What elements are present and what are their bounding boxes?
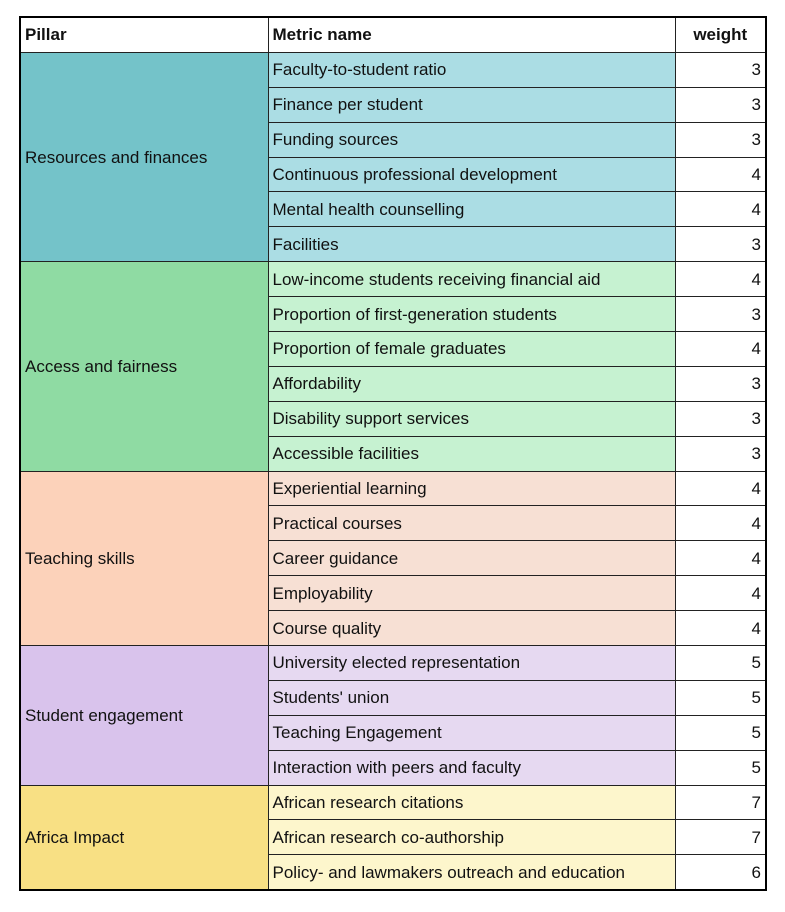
weight-cell: 5: [675, 646, 766, 681]
weight-cell: 4: [675, 576, 766, 611]
pillar-cell: Resources and finances: [20, 52, 268, 261]
metric-name-cell: Affordability: [268, 366, 675, 401]
weight-cell: 5: [675, 750, 766, 785]
weight-cell: 4: [675, 332, 766, 367]
header-weight: weight: [675, 17, 766, 52]
weight-cell: 6: [675, 855, 766, 890]
metric-name-cell: Finance per student: [268, 87, 675, 122]
metric-name-cell: Funding sources: [268, 122, 675, 157]
header-metric-name: Metric name: [268, 17, 675, 52]
metric-name-cell: Faculty-to-student ratio: [268, 52, 675, 87]
pillar-cell: Teaching skills: [20, 471, 268, 645]
pillar-cell: Access and fairness: [20, 262, 268, 471]
metric-name-cell: Facilities: [268, 227, 675, 262]
weight-cell: 3: [675, 436, 766, 471]
weight-cell: 4: [675, 541, 766, 576]
weight-cell: 4: [675, 471, 766, 506]
weight-cell: 5: [675, 680, 766, 715]
table-row: [20, 471, 766, 506]
metrics-table: [19, 16, 767, 891]
pillar-cell: Africa Impact: [20, 785, 268, 890]
metric-name-cell: Practical courses: [268, 506, 675, 541]
metric-name-cell: Disability support services: [268, 401, 675, 436]
metric-name-cell: Policy- and lawmakers outreach and education: [268, 855, 675, 890]
metric-name-cell: African research citations: [268, 785, 675, 820]
header-pillar: Pillar: [20, 17, 268, 52]
weight-cell: 5: [675, 715, 766, 750]
metric-name-cell: Career guidance: [268, 541, 675, 576]
weight-cell: 7: [675, 785, 766, 820]
metric-name-cell: Teaching Engagement: [268, 715, 675, 750]
metric-name-cell: African research co-authorship: [268, 820, 675, 855]
metric-name-cell: Proportion of female graduates: [268, 332, 675, 367]
table-row: [20, 785, 766, 820]
table-row: [20, 262, 766, 297]
weight-cell: 4: [675, 157, 766, 192]
table-row: [20, 646, 766, 681]
metric-name-cell: Mental health counselling: [268, 192, 675, 227]
metric-name-cell: University elected representation: [268, 646, 675, 681]
weight-cell: 4: [675, 262, 766, 297]
weight-cell: 4: [675, 506, 766, 541]
metric-name-cell: Employability: [268, 576, 675, 611]
weight-cell: 7: [675, 820, 766, 855]
weight-cell: 3: [675, 297, 766, 332]
metric-name-cell: Proportion of first-generation students: [268, 297, 675, 332]
pillar-cell: Student engagement: [20, 646, 268, 786]
weight-cell: 3: [675, 227, 766, 262]
metric-name-cell: Course quality: [268, 611, 675, 646]
table-body: [20, 52, 766, 890]
metric-name-cell: Students' union: [268, 680, 675, 715]
metric-name-cell: Experiential learning: [268, 471, 675, 506]
metric-name-cell: Accessible facilities: [268, 436, 675, 471]
weight-cell: 3: [675, 87, 766, 122]
weight-cell: 3: [675, 401, 766, 436]
weight-cell: 4: [675, 611, 766, 646]
metric-name-cell: Continuous professional development: [268, 157, 675, 192]
weight-cell: 3: [675, 52, 766, 87]
weight-cell: 3: [675, 366, 766, 401]
metric-name-cell: Interaction with peers and faculty: [268, 750, 675, 785]
metric-name-cell: Low-income students receiving financial aid: [268, 262, 675, 297]
header-row: [20, 17, 766, 52]
table-row: [20, 52, 766, 87]
weight-cell: 4: [675, 192, 766, 227]
weight-cell: 3: [675, 122, 766, 157]
